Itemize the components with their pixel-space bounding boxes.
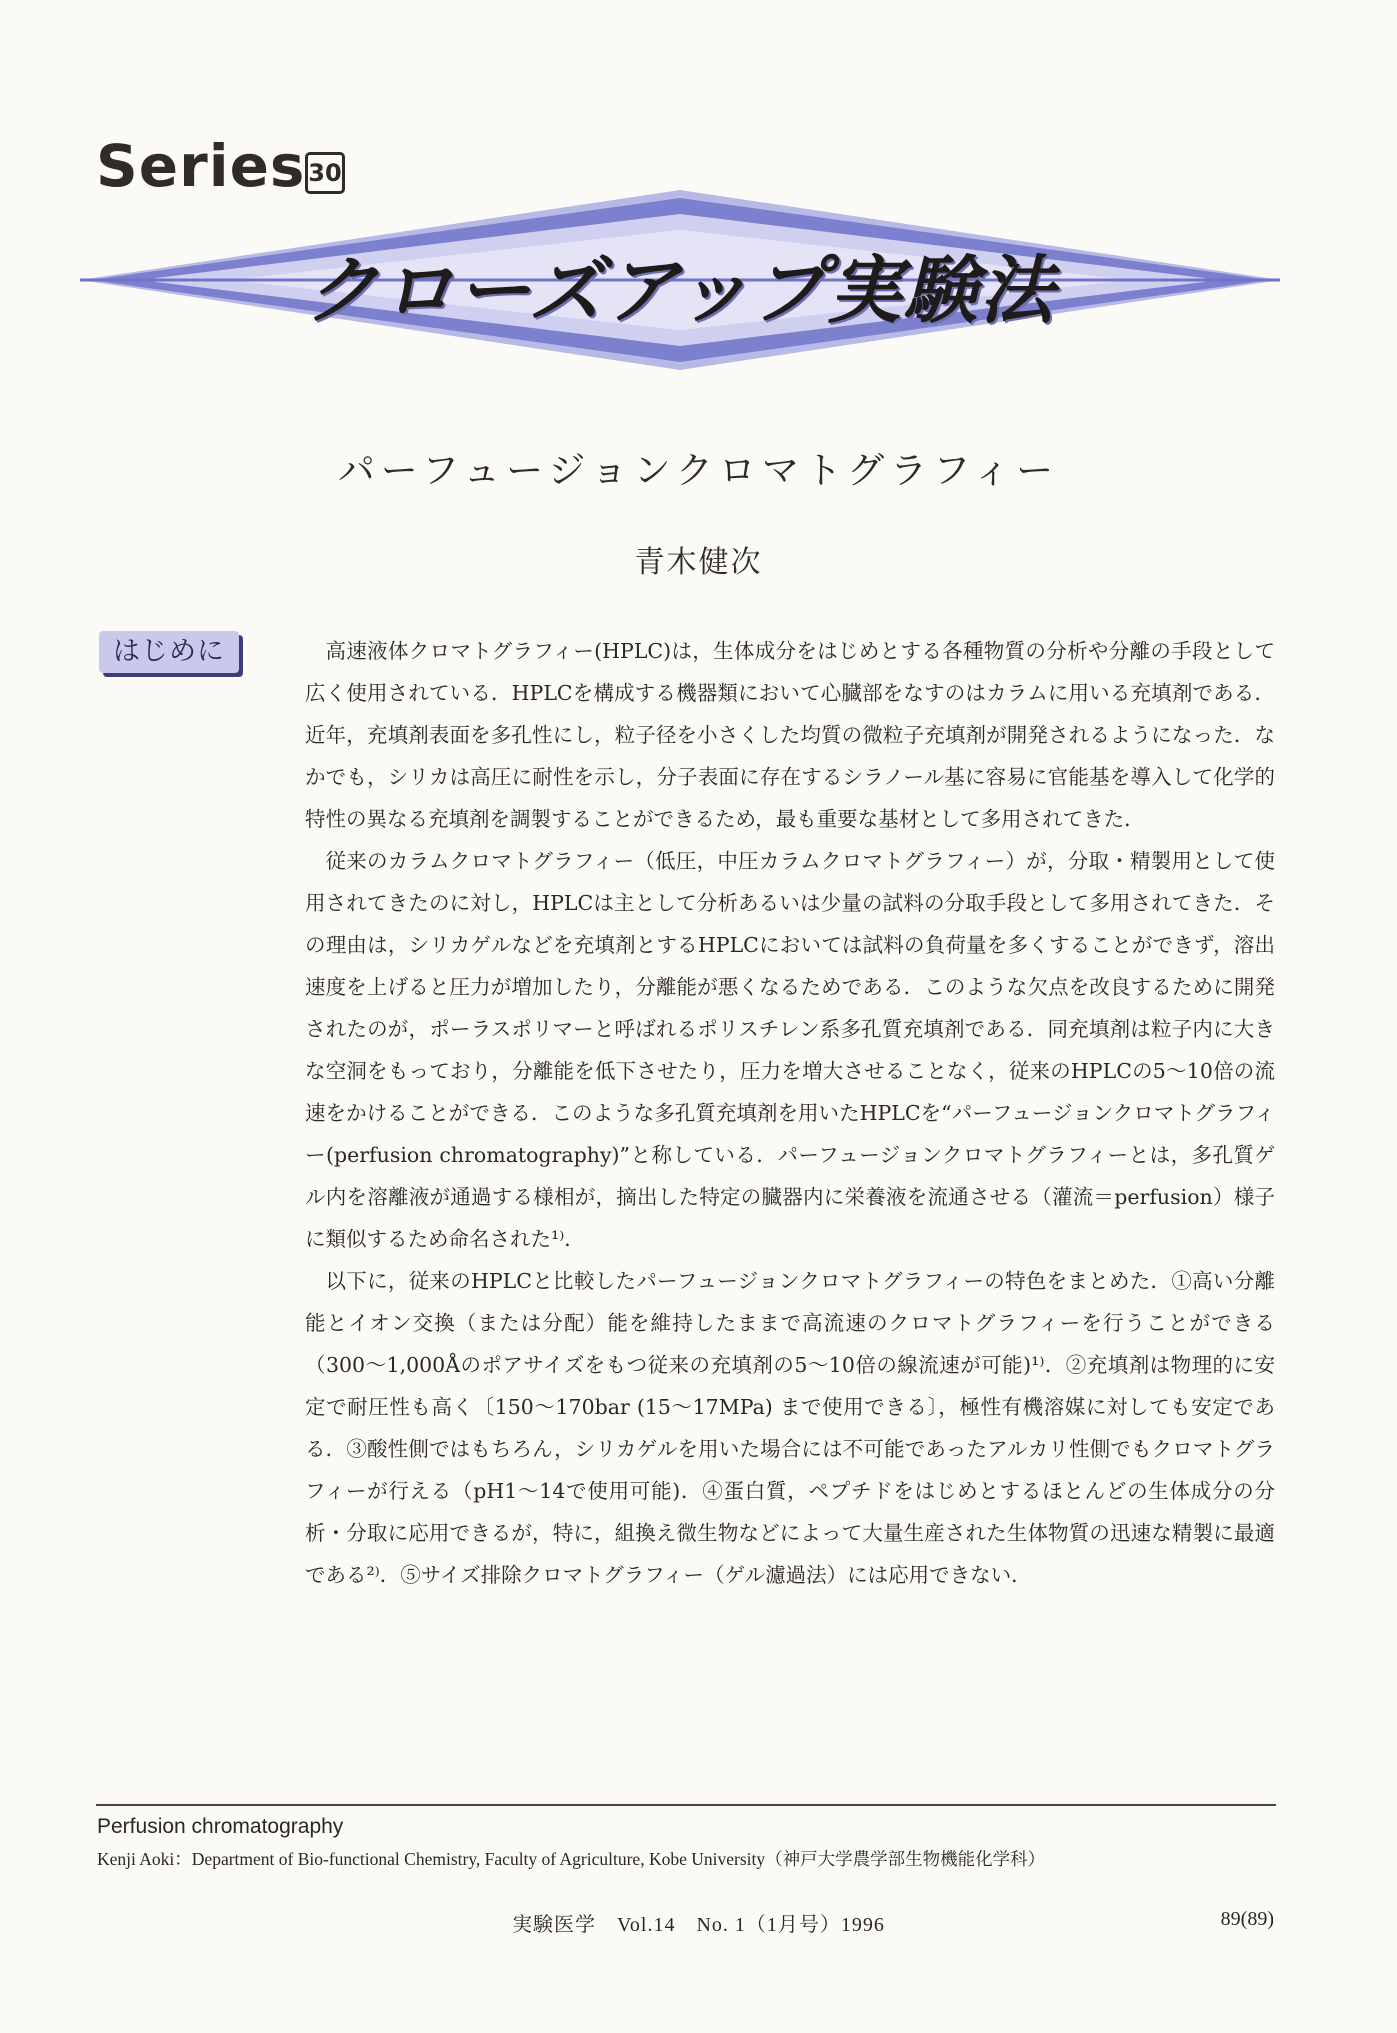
paragraph: 以下に，従来のHPLCと比較したパーフュージョンクロマトグラフィーの特色をまとめた．①高い分離能とイオン交換（または分配）能を維持したままで高流速のクロマトグラフィーを行うことができる（300～1,000Åのポアサイズをもつ従来の充填剤の5～10倍の線流速が可能)¹⁾．②充填剤は物理的に安定で耐圧性も高く〔150～170bar (15～17MPa) まで使用できる〕，極性有機溶媒に対しても安定である．③酸性側ではもちろん，シリカゲルを用いた場合には不可能であったアルカリ性側でもクロマトグラフィーが行える（pH1～14で使用可能)．④蛋白質，ペプチドをはじめとするほとんどの生体成分の分析・分取に応用できるが，特に，組換え微生物などによって大量生産された生体物質の迅速な精製に最適である²⁾．⑤サイズ排除クロマトグラフィー（ゲル濾過法）には応用できない．: [305, 1269, 1275, 1587]
section-label: はじめに: [99, 631, 239, 673]
article-title: パーフュージョンクロマトグラフィー: [337, 449, 1060, 492]
page-number: 89(89): [1220, 1908, 1274, 1930]
author-affiliation: Kenji Aoki：Department of Bio-functional Chemistry, Faculty of Agriculture, Kobe University（神戸大学農学部生物機能化学科）: [97, 1849, 1046, 1869]
paragraph: 従来のカラムクロマトグラフィー（低圧，中圧カラムクロマトグラフィー）が，分取・精製用として使用されてきたのに対し，HPLCは主として分析あるいは少量の試料の分取手段として多用されてきた．その理由は，シリカゲルなどを充填剤とするHPLCにおいては試料の負荷量を多くすることができず，溶出速度を上げると圧力が増加したり，分離能が悪くなるためである．このような欠点を改良するために開発されたのが，ポーラスポリマーと呼ばれるポリスチレン系多孔質充填剤である．同充填剤は粒子内に大きな空洞をもっており，分離能を低下させたり，圧力を増大させることなく，従来のHPLCの5～10倍の流速をかけることができる．このような多孔質充填剤を用いたHPLCを“パーフュージョンクロマトグラフィー(perfusion chromatography)”と称している．パーフュージョンクロマトグラフィーとは，多孔質ゲル内を溶離液が通過する様相が，摘出した特定の臓器内に栄養液を流通させる（灌流＝perfusion）様子に類似するため命名された¹⁾．: [305, 849, 1275, 1251]
footer-divider: [96, 1804, 1276, 1806]
banner-title: クローズアップ実験法: [304, 248, 1056, 334]
article-body: [305, 630, 1275, 1596]
author-name: 青木健次: [634, 545, 763, 580]
journal-citation: 実験医学 Vol.14 No. 1（1月号）1996: [512, 1914, 885, 1936]
paragraph: 高速液体クロマトグラフィー(HPLC)は，生体成分をはじめとする各種物質の分析や分離の手段として広く使用されている．HPLCを構成する機器類において心臓部をなすのはカラムに用いる充填剤である．近年，充填剤表面を多孔性にし，粒子径を小さくした均質の微粒子充填剤が開発されるようになった．なかでも，シリカは高圧に耐性を示し，分子表面に存在するシラノール基に容易に官能基を導入して化学的特性の異なる充填剤を調製することができるため，最も重要な基材として多用されてきた．: [305, 639, 1275, 831]
english-title: Perfusion chromatography: [97, 1815, 344, 1838]
series-number: 30: [305, 152, 345, 194]
series-label: Series: [96, 132, 306, 200]
